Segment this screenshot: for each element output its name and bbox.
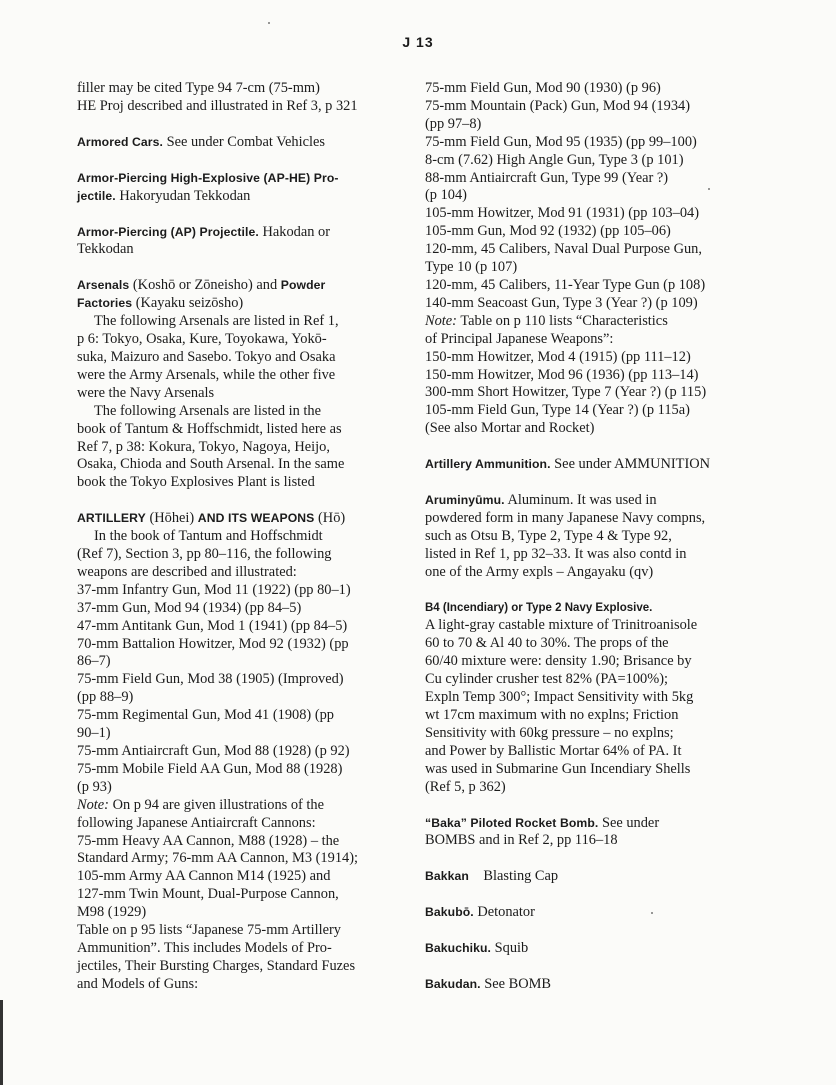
entry-term: Bakuchiku. bbox=[425, 941, 492, 956]
left-column bbox=[77, 80, 397, 1012]
entry-armored-cars bbox=[77, 134, 397, 152]
entry-bakkan bbox=[425, 868, 765, 886]
text-line: Sensitivity with 60kg pressure – no explns; bbox=[425, 724, 674, 741]
text-line: were the Army Arsenals, while the other five bbox=[77, 366, 336, 383]
text-line: was used in Submarine Gun Incendiary Shells bbox=[425, 760, 691, 777]
entry-text: Hakoryudan Tekkodan bbox=[115, 187, 251, 204]
weapon-line: 140-mm Seacoast Gun, Type 3 (Year ?) (p 109) bbox=[425, 294, 698, 311]
weapon-line: Type 10 (p 107) bbox=[425, 259, 518, 276]
text-line: BOMBS and in Ref 2, pp 116–18 bbox=[425, 832, 618, 849]
entry-text: (Hō) bbox=[314, 510, 346, 527]
text-line: were the Navy Arsenals bbox=[77, 384, 215, 401]
entry-text: See under AMMUNITION bbox=[550, 456, 711, 473]
weapon-line: 86–7) bbox=[77, 653, 111, 670]
entry-bakuchiku bbox=[425, 940, 765, 958]
text-line: A light-gray castable mixture of Trinitroanisole bbox=[425, 617, 698, 634]
entry-term: AND ITS WEAPONS bbox=[197, 511, 315, 526]
weapon-line: 47-mm Antitank Gun, Mod 1 (1941) (pp 84–5) bbox=[77, 617, 348, 634]
note-line: Standard Army; 76-mm AA Cannon, M3 (1914); bbox=[77, 850, 359, 867]
note-label: Note: bbox=[425, 312, 457, 329]
note-label: Note: bbox=[77, 796, 109, 813]
weapon-line: 37-mm Gun, Mod 94 (1934) (pp 84–5) bbox=[77, 599, 302, 616]
entry-term: Armor-Piercing (AP) Projectile. bbox=[77, 224, 259, 239]
entry-text: Tekkodan bbox=[77, 241, 134, 258]
entry-term: Armored Cars. bbox=[77, 134, 163, 149]
entry-aruminyumu bbox=[425, 492, 765, 582]
weapon-line: (p 93) bbox=[77, 778, 112, 795]
entry-bakudan bbox=[425, 976, 765, 994]
weapon-line: 105-mm Gun, Mod 92 (1932) (pp 105–06) bbox=[425, 223, 671, 240]
scan-speck bbox=[268, 22, 270, 24]
weapon-line: 150-mm Howitzer, Mod 96 (1936) (pp 113–14) bbox=[425, 366, 699, 383]
weapon-line: 75-mm Mountain (Pack) Gun, Mod 94 (1934) bbox=[425, 97, 690, 114]
entry-artillery-ammunition bbox=[425, 456, 765, 474]
entry-text: Blasting Cap bbox=[468, 868, 559, 885]
entry-gun-list bbox=[425, 80, 765, 438]
text-line: book the Tokyo Explosives Plant is listed bbox=[77, 474, 315, 491]
entry-term: Bakubō. bbox=[425, 905, 474, 920]
text-line: In the book of Tantum and Hoffschmidt bbox=[94, 528, 323, 545]
weapon-line: 75-mm Regimental Gun, Mod 41 (1908) (pp bbox=[77, 707, 335, 724]
text-line: (Ref 7), Section 3, pp 80–116, the following bbox=[77, 546, 332, 563]
entry-text: (Koshō or Zōneisho) and bbox=[129, 277, 281, 294]
weapon-line: 105-mm Howitzer, Mod 91 (1931) (pp 103–04) bbox=[425, 205, 700, 222]
text-line: The following Arsenals are listed in Ref 1, bbox=[94, 313, 339, 330]
entry-text: See under bbox=[598, 814, 660, 831]
text-line: and Power by Ballistic Mortar 64% of PA. It bbox=[425, 742, 682, 759]
entry-filler bbox=[77, 80, 397, 116]
text-line: (Ref 5, p 362) bbox=[425, 778, 506, 795]
weapon-line: 90–1) bbox=[77, 725, 111, 742]
entry-text: Squib bbox=[491, 940, 529, 957]
note-line: 75-mm Heavy AA Cannon, M88 (1928) – the bbox=[77, 832, 340, 849]
text-line: The following Arsenals are listed in the bbox=[94, 402, 321, 419]
note-line: Ammunition”. This includes Models of Pro- bbox=[77, 939, 332, 956]
entry-text: Aluminum. It was used in bbox=[504, 492, 657, 509]
weapon-line: 75-mm Field Gun, Mod 90 (1930) (p 96) bbox=[425, 80, 661, 96]
entry-arsenals bbox=[77, 277, 397, 492]
text-line: 60 to 70 & Al 40 to 30%. The props of the bbox=[425, 635, 669, 652]
note-line: 105-mm Army AA Cannon M14 (1925) and bbox=[77, 868, 331, 885]
entry-b4 bbox=[425, 600, 765, 797]
weapon-line: (pp 88–9) bbox=[77, 689, 134, 706]
weapon-line: 75-mm Field Gun, Mod 38 (1905) (Improved) bbox=[77, 671, 344, 688]
text-line: p 6: Tokyo, Osaka, Kure, Toyokawa, Yokō- bbox=[77, 331, 327, 348]
binding-edge bbox=[0, 1000, 3, 1085]
entry-baka bbox=[425, 815, 765, 851]
weapon-line: 300-mm Short Howitzer, Type 7 (Year ?) (p 115) bbox=[425, 384, 707, 401]
entry-term: Arsenals bbox=[77, 278, 130, 293]
entry-text: See BOMB bbox=[480, 976, 552, 993]
weapon-line: 88-mm Antiaircraft Gun, Type 99 (Year ?) bbox=[425, 169, 669, 186]
entry-term: B4 (Incendiary) or Type 2 Navy Explosive. bbox=[425, 601, 653, 614]
note-text: On p 94 are given illustrations of the bbox=[108, 796, 325, 813]
weapon-line: (See also Mortar and Rocket) bbox=[425, 420, 595, 437]
weapon-line: 37-mm Infantry Gun, Mod 11 (1922) (pp 80–1) bbox=[77, 581, 351, 598]
entry-text: Hakodan or bbox=[258, 223, 331, 240]
entry-ap-he bbox=[77, 170, 397, 206]
note-line: following Japanese Antiaircraft Cannons: bbox=[77, 814, 316, 831]
text-line: filler may be cited Type 94 7-cm (75-mm) bbox=[77, 80, 320, 96]
weapon-line: 120-mm, 45 Calibers, Naval Dual Purpose Gun, bbox=[425, 241, 702, 258]
page-number: J 13 bbox=[402, 34, 434, 50]
entry-text: Detonator bbox=[473, 904, 535, 921]
note-line: 127-mm Twin Mount, Dual-Purpose Cannon, bbox=[77, 886, 339, 903]
text-line: Cu cylinder crusher test 82% (PA=100%); bbox=[425, 671, 668, 688]
entry-term-cont: jectile. bbox=[77, 188, 116, 203]
weapon-line: 70-mm Battalion Howitzer, Mod 92 (1932) (pp bbox=[77, 635, 349, 652]
scan-speck bbox=[651, 912, 653, 914]
entry-term: ARTILLERY bbox=[77, 511, 146, 526]
weapon-line: 105-mm Field Gun, Type 14 (Year ?) (p 115a) bbox=[425, 402, 690, 419]
note-line: jectiles, Their Bursting Charges, Standard Fuzes bbox=[77, 957, 356, 974]
note-line: of Principal Japanese Weapons”: bbox=[425, 330, 614, 347]
weapon-line: 150-mm Howitzer, Mod 4 (1915) (pp 111–12) bbox=[425, 348, 691, 365]
weapon-line: 75-mm Field Gun, Mod 95 (1935) (pp 99–100) bbox=[425, 133, 697, 150]
right-column bbox=[425, 80, 765, 1012]
scan-speck bbox=[708, 188, 710, 190]
text-line: book of Tantum & Hoffschmidt, listed here as bbox=[77, 420, 342, 437]
text-line: suka, Maizuro and Sasebo. Tokyo and Osaka bbox=[77, 348, 336, 365]
text-line: weapons are described and illustrated: bbox=[77, 563, 297, 580]
entry-text: (Hōhei) bbox=[145, 510, 198, 527]
text-line: one of the Army expls – Angayaku (qv) bbox=[425, 563, 654, 580]
entry-term: Bakkan bbox=[425, 869, 469, 884]
entry-artillery bbox=[77, 510, 397, 993]
weapon-line: 75-mm Mobile Field AA Gun, Mod 88 (1928) bbox=[77, 760, 343, 777]
text-line: 60/40 mixture were: density 1.90; Brisance by bbox=[425, 653, 692, 670]
note-line: and Models of Guns: bbox=[77, 975, 199, 992]
entry-term: Powder bbox=[280, 278, 326, 293]
entry-bakubo bbox=[425, 904, 765, 922]
entry-term: Bakudan. bbox=[425, 977, 481, 992]
weapon-line: 120-mm, 45 Calibers, 11-Year Type Gun (p 108) bbox=[425, 276, 706, 293]
weapon-line: (pp 97–8) bbox=[425, 115, 482, 132]
text-line: Ref 7, p 38: Kokura, Tokyo, Nagoya, Heijo, bbox=[77, 438, 330, 455]
entry-term: Factories bbox=[77, 296, 133, 311]
entry-text: (Kayaku seizōsho) bbox=[132, 295, 244, 312]
entry-text: See under Combat Vehicles bbox=[162, 133, 325, 150]
note-line: Table on p 95 lists “Japanese 75-mm Artillery bbox=[77, 922, 341, 939]
text-line: Expln Temp 300°; Impact Sensitivity with 5kg bbox=[425, 689, 694, 706]
note-text: Table on p 110 lists “Characteristics bbox=[456, 312, 668, 329]
entry-ap bbox=[77, 224, 397, 260]
text-line: HE Proj described and illustrated in Ref 3, p 321 bbox=[77, 97, 358, 114]
entry-term: Armor-Piercing High-Explosive (AP-HE) Pro- bbox=[77, 170, 339, 185]
entry-term: Artillery Ammunition. bbox=[425, 457, 551, 472]
text-line: wt 17cm maximum with no explns; Friction bbox=[425, 707, 679, 723]
entry-term: “Baka” Piloted Rocket Bomb. bbox=[425, 815, 599, 830]
weapon-line: (p 104) bbox=[425, 187, 467, 204]
entry-term: Aruminyūmu. bbox=[425, 493, 505, 508]
note-line: M98 (1929) bbox=[77, 904, 147, 921]
weapon-line: 75-mm Antiaircraft Gun, Mod 88 (1928) (p 92) bbox=[77, 743, 350, 759]
text-line: such as Otsu B, Type 2, Type 4 & Type 92, bbox=[425, 527, 672, 544]
text-line: Osaka, Chioda and South Arsenal. In the same bbox=[77, 456, 345, 473]
weapon-line: 8-cm (7.62) High Angle Gun, Type 3 (p 101) bbox=[425, 151, 684, 168]
text-line: listed in Ref 1, pp 32–33. It was also contd in bbox=[425, 545, 687, 562]
text-line: powdered form in many Japanese Navy compns, bbox=[425, 509, 706, 526]
